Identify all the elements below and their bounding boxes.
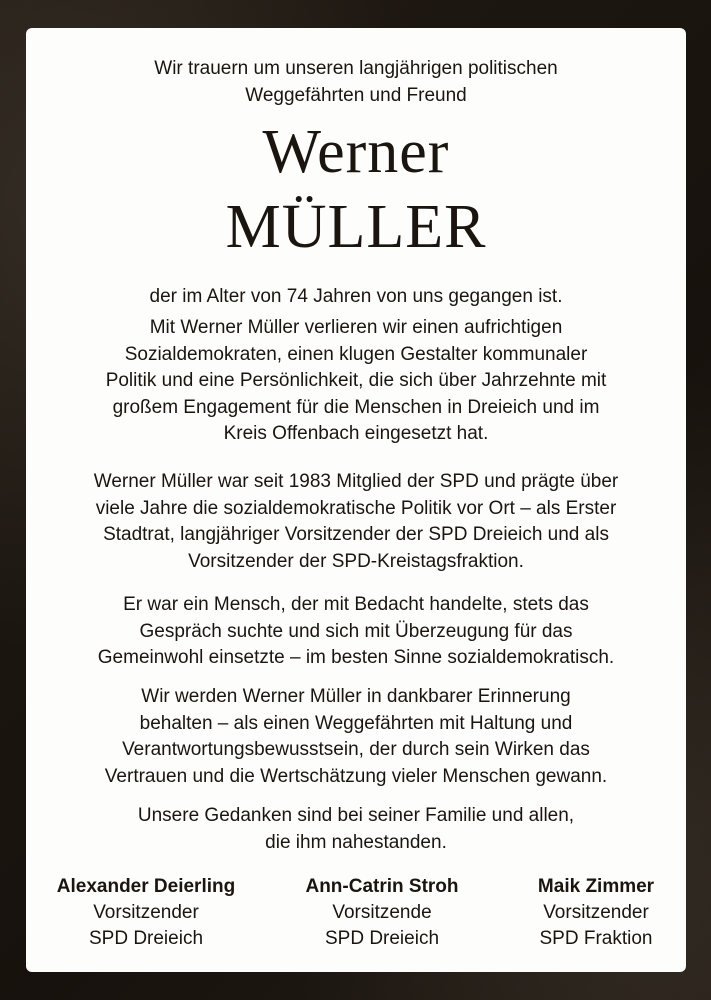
signatory-org: SPD Dreieich bbox=[324, 928, 440, 949]
text-line: Stadtrat, langjähriger Vorsitzender der SPD Dreieich und als bbox=[103, 524, 609, 546]
paragraph-3 bbox=[26, 592, 686, 672]
signatory-org: SPD Fraktion bbox=[539, 928, 653, 949]
text-line: Verantwortungsbewusstsein, der durch sein Wirken das bbox=[122, 739, 590, 761]
text-line: Vorsitzender der SPD-Kreistagsfraktion. bbox=[188, 550, 524, 572]
text-line: Werner Müller war seit 1983 Mitglied der SPD und prägte über bbox=[93, 471, 619, 492]
deceased-last-name: MÜLLER bbox=[225, 193, 487, 261]
signatory bbox=[30, 874, 262, 952]
deceased-first-name: Werner bbox=[262, 118, 450, 186]
text-line: Gespräch suchte und sich mit Überzeugung für das bbox=[139, 620, 573, 642]
text-line: behalten – als einen Weggefährten mit Haltung und bbox=[139, 712, 573, 734]
signatory bbox=[508, 874, 684, 952]
intro-line: Wir trauern um unseren langjährigen politischen bbox=[154, 58, 558, 79]
text-line: die ihm nahestanden. bbox=[265, 831, 447, 853]
paragraph-5 bbox=[26, 803, 686, 856]
text-line: Mit Werner Müller verlieren wir einen aufrichtigen bbox=[149, 317, 563, 338]
signatory-name: Ann-Catrin Stroh bbox=[305, 876, 459, 897]
signatory-name: Maik Zimmer bbox=[537, 876, 655, 897]
intro-text bbox=[26, 56, 686, 109]
signatory-role: Vorsitzender bbox=[93, 902, 199, 923]
signatory-org: SPD Dreieich bbox=[88, 928, 204, 949]
signatory bbox=[266, 874, 498, 952]
age-line: der im Alter von 74 Jahren von uns gegangen ist. bbox=[149, 286, 563, 307]
text-line: Kreis Offenbach eingesetzt hat. bbox=[223, 423, 489, 445]
text-line: Vertrauen und die Wertschätzung vieler Menschen gewann. bbox=[104, 765, 608, 787]
text-line: großem Engagement für die Menschen in Dreieich und im bbox=[112, 396, 600, 418]
paragraph-1 bbox=[26, 315, 686, 448]
text-line: Wir werden Werner Müller in dankbarer Erinnerung bbox=[141, 686, 571, 707]
text-line: Gemeinwohl einsetzte – im besten Sinne sozialdemokratisch. bbox=[97, 647, 615, 669]
obituary-card bbox=[26, 28, 686, 972]
intro-line: Weggefährten und Freund bbox=[245, 84, 467, 106]
signatory-role: Vorsitzender bbox=[543, 902, 649, 923]
text-line: Er war ein Mensch, der mit Bedacht handelte, stets das bbox=[123, 594, 589, 615]
signatory-role: Vorsitzende bbox=[332, 902, 432, 923]
text-line: viele Jahre die sozialdemokratische Politik vor Ort – als Erster bbox=[95, 497, 617, 519]
signatory-name: Alexander Deierling bbox=[56, 876, 236, 897]
paragraph-2 bbox=[26, 469, 686, 575]
text-line: Unsere Gedanken sind bei seiner Familie und allen, bbox=[137, 805, 575, 826]
text-line: Politik und eine Persönlichkeit, die sich über Jahrzehnte mit bbox=[105, 370, 607, 392]
paragraph-4 bbox=[26, 684, 686, 790]
text-line: Sozialdemokraten, einen klugen Gestalter kommunaler bbox=[124, 343, 588, 365]
